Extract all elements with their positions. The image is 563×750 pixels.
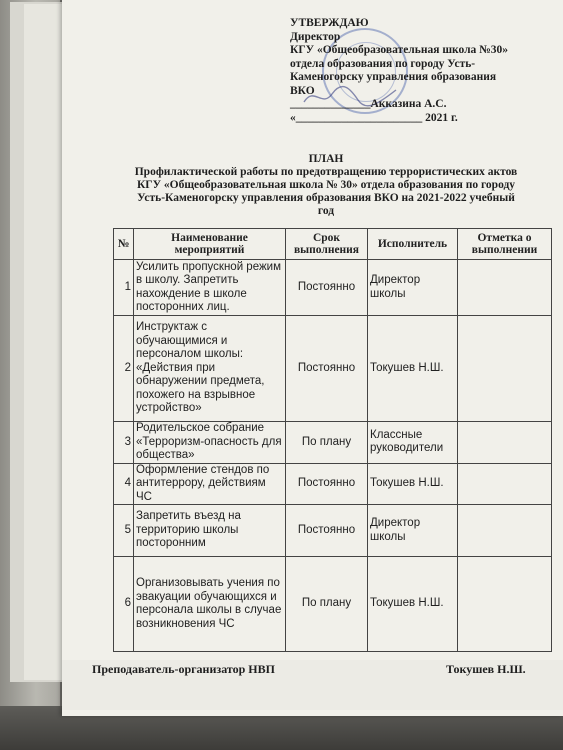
table-row — [114, 260, 552, 316]
row-executor: Директор школы — [368, 505, 458, 557]
header-executor: Исполнитель — [368, 229, 458, 260]
row-term: Постоянно — [286, 505, 368, 557]
title-plan: ПЛАН — [308, 153, 344, 165]
row-mark — [458, 316, 552, 422]
row-executor: Токушев Н.Ш. — [368, 316, 458, 422]
row-term: Постоянно — [286, 463, 368, 505]
header-num: № — [114, 229, 134, 260]
row-mark — [458, 505, 552, 557]
row-num: 1 — [114, 260, 134, 316]
table-row — [114, 505, 552, 557]
document-title — [108, 153, 544, 218]
approval-line: отдела образования по городу Усть- — [290, 57, 476, 70]
title-line: год — [317, 205, 335, 217]
approval-signatory: ______________Акказина А.С. — [290, 98, 447, 110]
row-term: По плану — [286, 557, 368, 652]
row-executor: Токушев Н.Ш. — [368, 557, 458, 652]
row-num: 3 — [114, 422, 134, 464]
row-event: Запретить въезд на территорию школы посторонним — [134, 505, 286, 557]
approval-line: ВКО — [290, 84, 315, 97]
approval-line: Каменогорску управления образования — [290, 71, 497, 83]
approval-heading: УТВЕРЖДАЮ — [290, 17, 369, 29]
row-mark — [458, 463, 552, 505]
row-event: Организовывать учения по эвакуации обучающихся и персонала школы в случае возникновения ЧС — [134, 557, 286, 652]
title-line: КГУ «Общеобразовательная школа № 30» отдела образования по городу — [136, 179, 516, 191]
row-event: Родительское собрание «Терроризм-опасность для общества» — [134, 422, 286, 464]
row-event: Оформление стендов по антитеррору, действиям ЧС — [134, 463, 286, 505]
table-row — [114, 463, 552, 505]
table-row — [114, 557, 552, 652]
approval-line: КГУ «Общеобразовательная школа №30» — [290, 44, 508, 56]
row-executor: Классные руководители — [368, 422, 458, 464]
footer-name: Токушев Н.Ш. — [446, 662, 526, 676]
approval-line: Директор — [290, 30, 341, 43]
row-event: Усилить пропускной режим в школу. Запретить нахождение в школе посторонних лиц. — [134, 260, 286, 316]
header-term: Срок выполнения — [286, 229, 368, 260]
approval-block — [290, 17, 508, 125]
approval-date: «______________________ 2021 г. — [290, 111, 458, 124]
row-num: 6 — [114, 557, 134, 652]
row-term: По плану — [286, 422, 368, 464]
row-mark — [458, 422, 552, 464]
plan-table — [113, 228, 552, 652]
row-num: 4 — [114, 463, 134, 505]
row-event: Инструктаж с обучающимися и персоналом школы: «Действия при обнаружении предмета, похожего на взрывное устройство» — [134, 316, 286, 422]
table-header-row — [114, 229, 552, 260]
table-row — [114, 316, 552, 422]
row-executor: Директор школы — [368, 260, 458, 316]
title-line: Усть-Каменогорску управления образования ВКО на 2021-2022 учебный — [137, 192, 515, 204]
table-row — [114, 422, 552, 464]
row-num: 2 — [114, 316, 134, 422]
header-mark: Отметка о выполнении — [458, 229, 552, 260]
row-term: Постоянно — [286, 316, 368, 422]
row-executor: Токушев Н.Ш. — [368, 463, 458, 505]
row-term: Постоянно — [286, 260, 368, 316]
row-mark — [458, 260, 552, 316]
row-num: 5 — [114, 505, 134, 557]
footer-position: Преподаватель-организатор НВП — [92, 662, 275, 676]
title-line: Профилактической работы по предотвращению террористических актов — [134, 166, 518, 178]
header-event: Наименование мероприятий — [134, 229, 286, 260]
row-mark — [458, 557, 552, 652]
